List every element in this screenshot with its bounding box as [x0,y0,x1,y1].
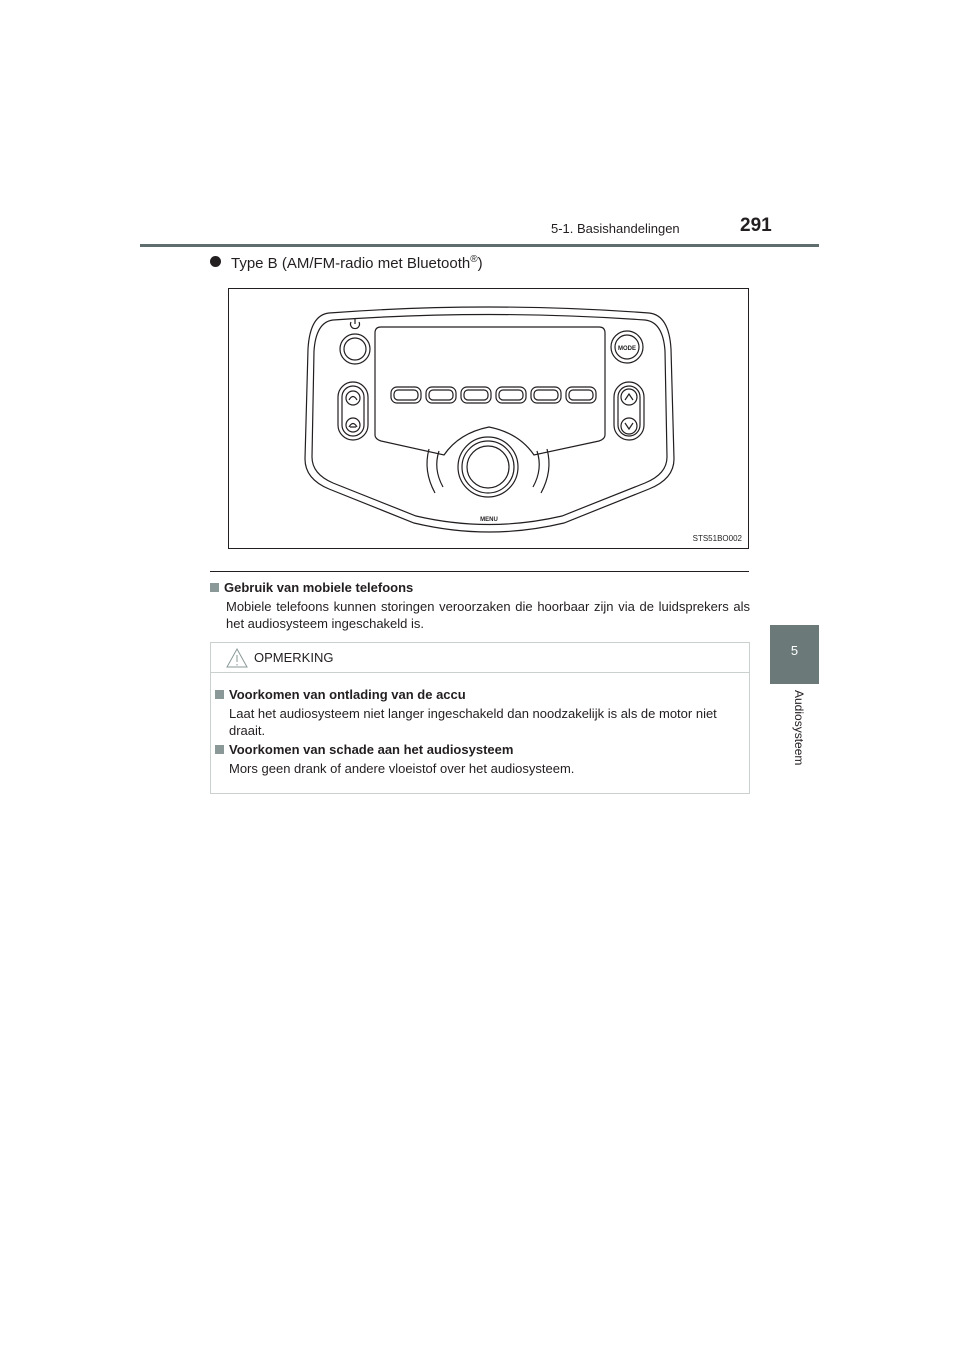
preset-button-5 [531,387,561,403]
phone-answer-icon [349,397,357,401]
page-number: 291 [740,215,772,236]
notice-item-2-body: Mors geen drank of andere vloeistof over het audiosysteem. [229,761,575,776]
warning-icon [225,647,249,669]
menu-knob [467,446,509,488]
notice-item-heading [215,687,466,702]
menu-label: MENU [480,517,498,523]
chevron-down-icon [625,423,633,429]
phone-answer-button [346,391,360,405]
chapter-number: 5 [790,643,799,658]
preset-button-2 [426,387,456,403]
preset-button-1 [391,387,421,403]
notice-box [210,642,750,794]
header-section-title: 5-1. Basishandelingen [551,221,680,236]
preset-button-6 [566,387,596,403]
knob-arc-left [437,451,443,487]
phone-hangup-button [346,418,360,432]
knob-arc-right [533,451,539,487]
notice-header [211,643,749,673]
registered-mark: ® [470,254,478,265]
bullet-dot-icon [210,256,221,267]
square-bullet-icon [215,690,224,699]
section-divider [210,571,749,572]
preset-button-3 [461,387,491,403]
seek-up-button [621,389,637,405]
notice-item-2-heading: Voorkomen van schade aan het audiosysteem [229,742,514,757]
seek-down-button [621,418,637,434]
chapter-label: Audiosysteem [792,690,806,766]
mobile-phone-heading [210,580,413,595]
housing-outline [305,307,674,532]
notice-item-heading [215,742,513,757]
bullet-closing: ) [477,255,483,272]
mobile-phone-body: Mobiele telefoons kunnen storingen veroorzaken die hoorbaar zijn via de luidsprekers als het audiosysteem ingeschakeld is. [226,599,750,631]
mobile-phone-heading-text: Gebruik van mobiele telefoons [224,580,414,595]
bullet-text: Type B (AM/FM-radio met Bluetooth [231,255,471,272]
chevron-up-icon [625,394,633,400]
figure-code: STS51BO002 [692,534,742,543]
notice-item-1-heading: Voorkomen van ontlading van de accu [229,687,466,702]
audio-unit-figure [228,288,749,549]
phone-hangup-icon [349,424,357,428]
notice-title: OPMERKING [254,650,334,665]
square-bullet-icon [210,583,219,592]
chapter-tab [770,625,819,684]
preset-button-4 [496,387,526,403]
square-bullet-icon [215,745,224,754]
mode-label: MODE [618,346,636,352]
type-b-bullet [210,254,483,272]
notice-item-1-body: Laat het audiosysteem niet langer ingeschakeld dan noodzakelijk is als de motor niet draait. [229,706,717,738]
audio-unit-illustration [229,289,750,550]
header-divider [140,244,819,247]
